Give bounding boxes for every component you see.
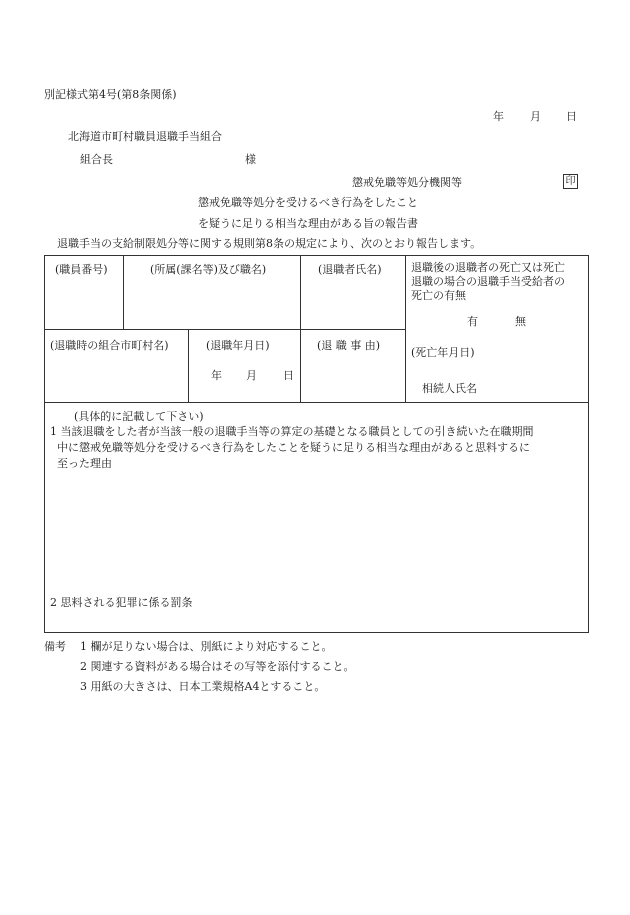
death-no-option: 無	[515, 315, 526, 328]
item2-text: 2 思料される犯罪に係る罰条	[50, 596, 193, 609]
heir-name-label: 相続人氏名	[422, 382, 477, 395]
municipality-label: (退職時の組合市町村名)	[50, 339, 169, 352]
retire-date-label: (退職年月日)	[206, 339, 270, 352]
item1-line1: 1 当該退職をした者が当該一般の退職手当等の算定の基礎となる職員としての引き続いた在職期間	[50, 425, 534, 438]
date-year-label: 年	[493, 110, 504, 123]
seal-mark: 印	[563, 174, 578, 189]
death-info-line1: 退職後の退職者の死亡又は死亡	[411, 261, 565, 274]
note-1: 1 欄が足りない場合は、別紙により対応すること。	[80, 640, 333, 653]
date-month-label: 月	[530, 110, 541, 123]
addressee-title: 組合長	[80, 153, 113, 166]
item1-line2: 中に懲戒免職等処分を受けるべき行為をしたことを疑うに足りる相当な理由があると思料するに	[57, 441, 530, 454]
death-info-line3: 死亡の有無	[411, 289, 466, 302]
death-date-label: (死亡年月日)	[411, 346, 475, 359]
doc-title-line2: を疑うに足りる相当な理由がある旨の報告書	[198, 217, 418, 230]
item1-line3: 至った理由	[57, 457, 112, 470]
affiliation-label: (所属(課名等)及び職名)	[150, 263, 267, 276]
retire-month-label: 月	[246, 369, 257, 382]
retire-day-label: 日	[283, 369, 294, 382]
staff-number-label: (職員番号)	[55, 263, 108, 276]
sender-label: 懲戒免職等処分機関等	[352, 176, 462, 189]
note-2: 2 関連する資料がある場合はその写等を添付すること。	[80, 660, 355, 673]
retire-reason-label: (退 職 事 由)	[317, 339, 381, 352]
detail-label: (具体的に記載して下さい)	[74, 410, 204, 423]
death-info-line2: 退職の場合の退職手当受給者の	[411, 275, 565, 288]
note-3: 3 用紙の大きさは、日本工業規格A4とすること。	[80, 680, 326, 693]
intro-text: 退職手当の支給制限処分等に関する規則第8条の規定により、次のとおり報告します。	[57, 237, 482, 250]
death-yes-option: 有	[467, 315, 478, 328]
notes-label: 備考	[44, 640, 66, 653]
form-number: 別記様式第4号(第8条関係)	[44, 88, 177, 101]
retiree-name-label: (退職者氏名)	[318, 263, 382, 276]
addressee-organization: 北海道市町村職員退職手当組合	[68, 130, 222, 143]
date-day-label: 日	[566, 110, 577, 123]
retire-year-label: 年	[211, 369, 222, 382]
doc-title-line1: 懲戒免職等処分を受けるべき行為をしたこと	[198, 196, 418, 209]
addressee-honorific: 様	[245, 153, 256, 166]
